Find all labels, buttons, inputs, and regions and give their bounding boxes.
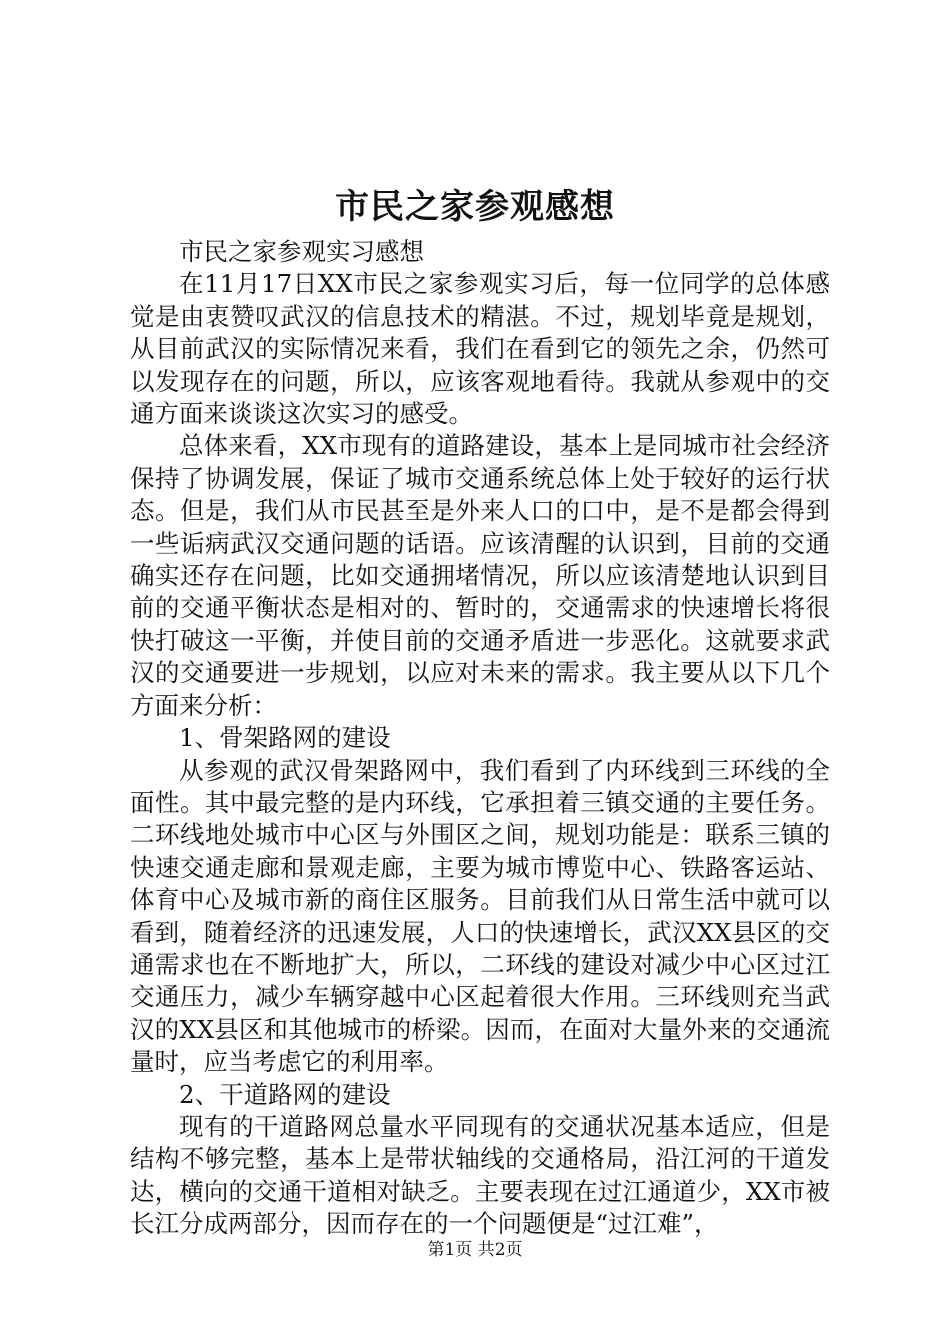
page-footer: 第1页 共2页: [427, 1240, 523, 1260]
section-1-heading: 1、骨架路网的建设: [179, 723, 391, 753]
intro-paragraph: 在11月17日XX市民之家参观实习后，每一位同学的总体感觉是由衷赞叹武汉的信息技术的精湛。不过，规划毕竟是规划，从目前武汉的实际情况来看，我们在看到它的领先之余，仍然可以发现存在的问题，所以，应该客观地看待。我就从参观中的交通方面来谈谈这次实习的感受。: [130, 269, 830, 429]
overview-paragraph: 总体来看，XX市现有的道路建设，基本上是同城市社会经济保持了协调发展，保证了城市交通系统总体上处于较好的运行状态。但是，我们从市民甚至是外来人口的口中，是不是都会得到一些诟病武汉交通问题的话语。应该清醒的认识到，目前的交通确实还存在问题，比如交通拥堵情况，所以应该清楚地认识到目前的交通平衡状态是相对的、暂时的，交通需求的快速增长将很快打破这一平衡，并使目前的交通矛盾进一步恶化。这就要求武汉的交通要进一步规划，以应对未来的需求。我主要从以下几个方面来分析：: [130, 431, 830, 720]
document-body: [130, 236, 830, 1241]
section-2-heading: 2、干道路网的建设: [179, 1079, 391, 1109]
section-2-paragraph: 现有的干道路网总量水平同现有的交通状况基本适应，但是结构不够完整，基本上是带状轴线的交通格局，沿江河的干道发达，横向的交通干道相对缺乏。主要表现在过江通道少，XX市被长江分成两部分，因而存在的一个问题便是“过江难”，: [130, 1111, 830, 1239]
document-subtitle: 市民之家参观实习感想: [179, 237, 424, 266]
document-title: 市民之家参观感想: [335, 187, 615, 227]
section-1-paragraph: 从参观的武汉骨架路网中，我们看到了内环线到三环线的全面性。其中最完整的是内环线，它承担着三镇交通的主要任务。二环线地处城市中心区与外围区之间，规划功能是：联系三镇的快速交通走廊和景观走廊，主要为城市博览中心、铁路客运站、体育中心及城市新的商住区服务。目前我们从日常生活中就可以看到，随着经济的迅速发展，人口的快速增长，武汉XX县区的交通需求也在不断地扩大，所以，二环线的建设对减少中心区过江交通压力，减少车辆穿越中心区起着很大作用。三环线则充当武汉的XX县区和其他城市的桥梁。因而，在面对大量外来的交通流量时，应当考虑它的利用率。: [130, 755, 830, 1077]
